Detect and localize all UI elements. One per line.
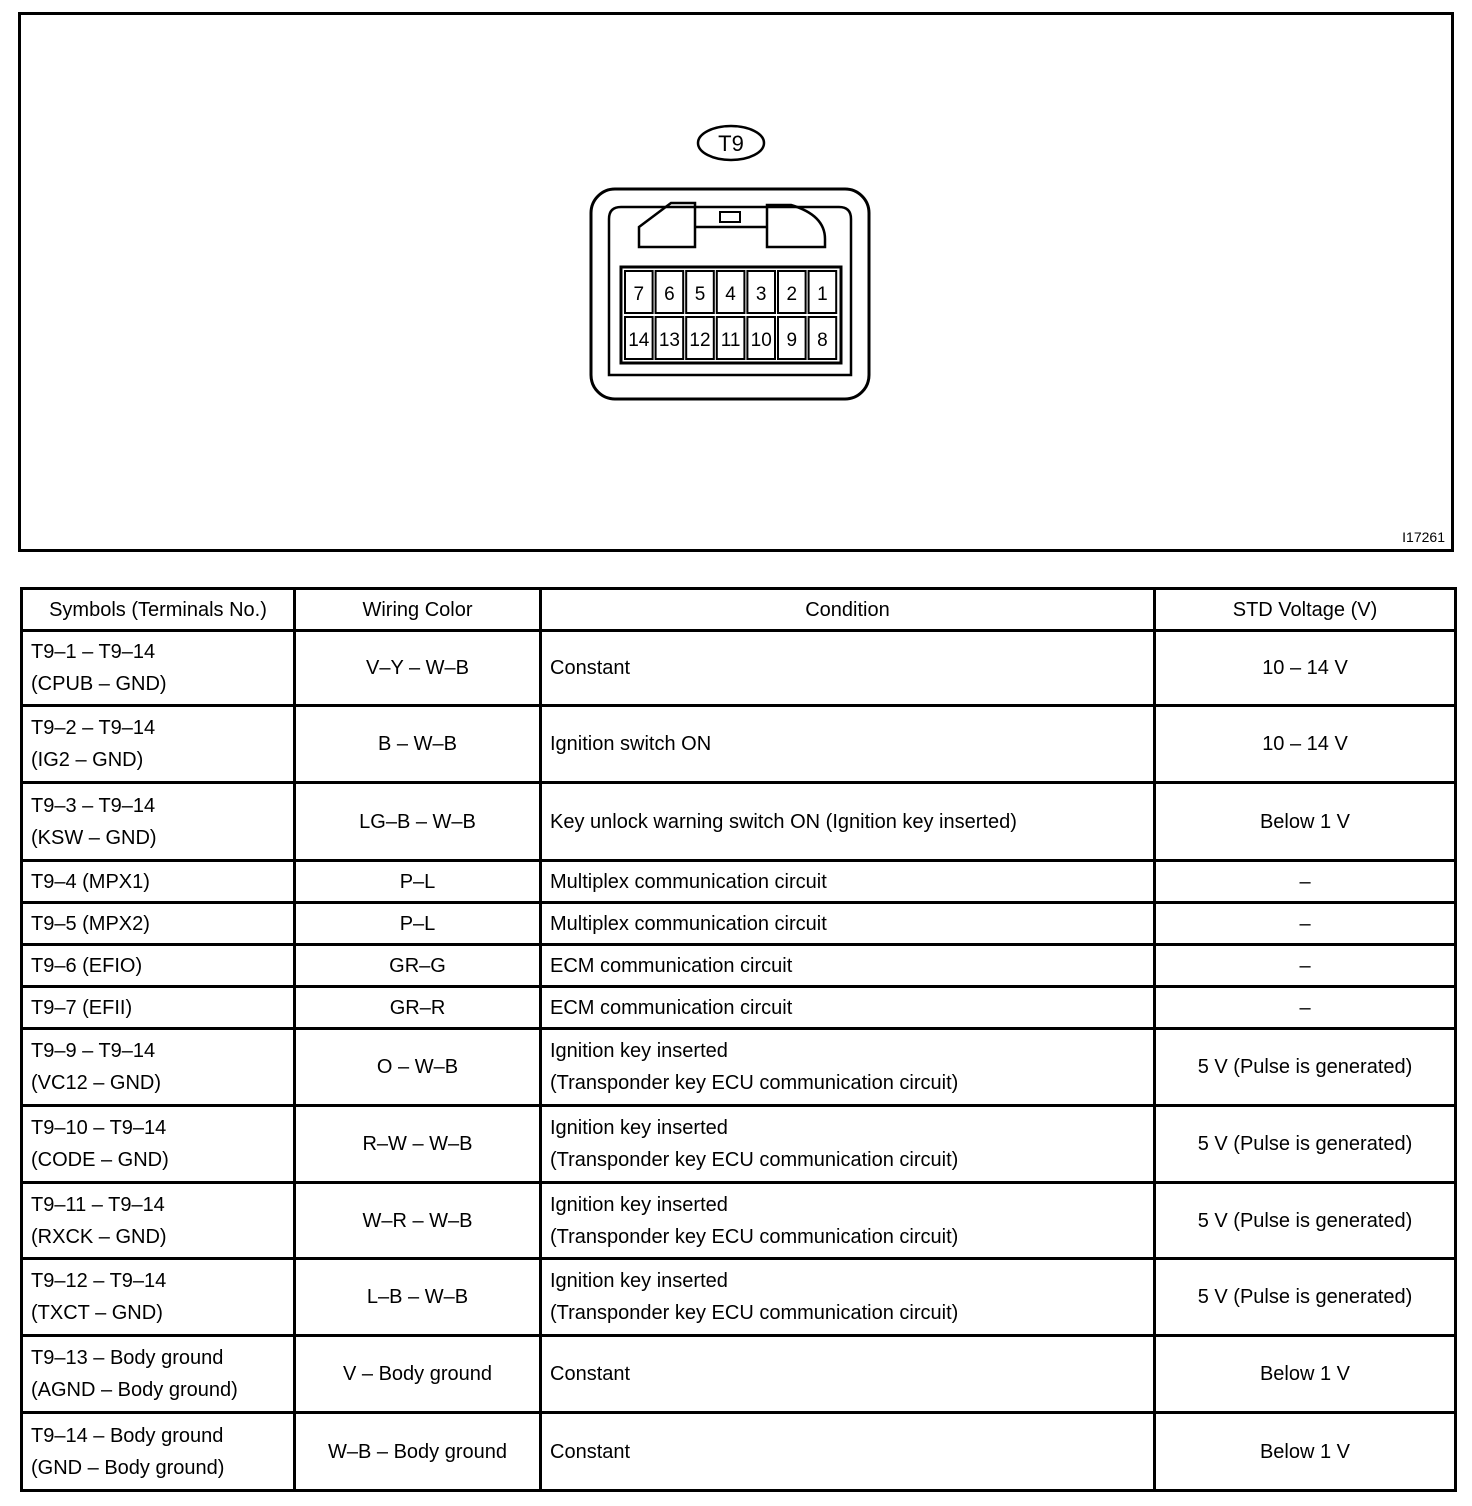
cell-text-line: (Transponder key ECU communication circuit) — [550, 1149, 959, 1171]
cell-text-line: T9–5 (MPX2) — [31, 912, 150, 935]
pin-number: 5 — [694, 284, 706, 305]
cell-symbol — [22, 1183, 295, 1259]
cell-condition — [541, 861, 1155, 903]
cell-text-line: Key unlock warning switch ON (Ignition key inserted) — [550, 810, 1017, 833]
cell-text-line: T9–9 – T9–14 — [31, 1040, 156, 1062]
connector-latch-left — [639, 203, 695, 247]
pin-number: 9 — [786, 330, 798, 351]
cell-symbol — [22, 706, 295, 783]
cell-text-line: (GND – Body ground) — [31, 1456, 225, 1479]
cell-text-line: ECM communication circuit — [550, 996, 793, 1019]
cell-text-line: T9–10 – T9–14 — [31, 1117, 167, 1139]
cell-text-line: T9–6 (EFIO) — [31, 954, 143, 977]
table-row — [22, 903, 1456, 945]
table-header-row — [22, 589, 1456, 631]
cell-text-line: (Transponder key ECU communication circuit) — [550, 1225, 959, 1248]
cell-symbol — [22, 987, 295, 1029]
cell-text-line: T9–12 – T9–14 — [31, 1270, 167, 1292]
cell-std-voltage: – — [1155, 945, 1456, 987]
pin-number: 3 — [755, 284, 767, 305]
pin-number: 14 — [628, 330, 650, 351]
cell-text-line: T9–13 – Body ground — [31, 1347, 224, 1369]
cell-text-line: (CODE – GND) — [31, 1149, 169, 1171]
table-row — [22, 631, 1456, 706]
cell-wiring-color: V–Y – W–B — [295, 631, 541, 706]
pin-number: 6 — [664, 284, 675, 305]
cell-symbol — [22, 861, 295, 903]
cell-symbol — [22, 631, 295, 706]
table-row — [22, 1413, 1456, 1491]
cell-std-voltage: Below 1 V — [1155, 783, 1456, 861]
terminal-voltage-table — [20, 587, 1457, 1492]
cell-condition — [541, 1183, 1155, 1259]
cell-wiring-color: GR–R — [295, 987, 541, 1029]
table-row — [22, 706, 1456, 783]
cell-text-line: (KSW – GND) — [31, 826, 157, 849]
cell-std-voltage: – — [1155, 987, 1456, 1029]
cell-condition — [541, 945, 1155, 987]
cell-symbol — [22, 1029, 295, 1106]
cell-text-line: (TXCT – GND) — [31, 1302, 163, 1324]
cell-wiring-color: O – W–B — [295, 1029, 541, 1106]
table-row — [22, 1183, 1456, 1259]
cell-wiring-color: LG–B – W–B — [295, 783, 541, 861]
connector-label: T9 — [718, 131, 744, 156]
cell-condition — [541, 1029, 1155, 1106]
cell-text-line: T9–2 – T9–14 — [31, 717, 156, 739]
cell-symbol — [22, 1259, 295, 1336]
pin-number: 2 — [786, 284, 798, 305]
header-std-voltage: STD Voltage (V) — [1155, 589, 1456, 631]
cell-std-voltage: 5 V (Pulse is generated) — [1155, 1259, 1456, 1336]
cell-text-line: Ignition key inserted — [550, 1193, 728, 1216]
table-row — [22, 783, 1456, 861]
cell-text-line: Constant — [550, 1440, 631, 1463]
cell-std-voltage: – — [1155, 903, 1456, 945]
table-row — [22, 1029, 1456, 1106]
cell-text-line: Constant — [550, 657, 631, 679]
pin-number: 8 — [817, 330, 828, 351]
cell-text-line: Multiplex communication circuit — [550, 870, 827, 893]
cell-condition — [541, 1259, 1155, 1336]
cell-wiring-color: P–L — [295, 861, 541, 903]
cell-std-voltage: Below 1 V — [1155, 1336, 1456, 1413]
cell-std-voltage: – — [1155, 861, 1456, 903]
cell-wiring-color: P–L — [295, 903, 541, 945]
cell-text-line: Ignition key inserted — [550, 1040, 728, 1062]
cell-text-line: T9–1 – T9–14 — [31, 641, 156, 663]
cell-symbol — [22, 903, 295, 945]
cell-symbol — [22, 1413, 295, 1491]
cell-wiring-color: B – W–B — [295, 706, 541, 783]
cell-condition — [541, 783, 1155, 861]
connector-key-notch — [720, 212, 740, 222]
cell-condition — [541, 903, 1155, 945]
cell-std-voltage: 10 – 14 V — [1155, 631, 1456, 706]
cell-text-line: (Transponder key ECU communication circuit) — [550, 1302, 959, 1324]
cell-text-line: Multiplex communication circuit — [550, 912, 827, 935]
cell-std-voltage: 5 V (Pulse is generated) — [1155, 1106, 1456, 1183]
cell-condition — [541, 1413, 1155, 1491]
figure-id: I17261 — [1402, 529, 1445, 545]
cell-symbol — [22, 1106, 295, 1183]
cell-text-line: T9–11 – T9–14 — [31, 1193, 165, 1216]
cell-text-line: ECM communication circuit — [550, 954, 793, 977]
pin-number: 12 — [689, 330, 711, 351]
cell-condition — [541, 1336, 1155, 1413]
cell-condition — [541, 1106, 1155, 1183]
table-row — [22, 1336, 1456, 1413]
cell-wiring-color: GR–G — [295, 945, 541, 987]
cell-symbol — [22, 945, 295, 987]
cell-text-line: Ignition switch ON — [550, 733, 712, 755]
cell-text-line: Ignition key inserted — [550, 1270, 728, 1292]
cell-symbol — [22, 783, 295, 861]
pin-number: 1 — [817, 284, 828, 305]
cell-wiring-color: V – Body ground — [295, 1336, 541, 1413]
table-row — [22, 987, 1456, 1029]
cell-text-line: (Transponder key ECU communication circuit) — [550, 1072, 959, 1094]
cell-std-voltage: 5 V (Pulse is generated) — [1155, 1029, 1456, 1106]
table-row — [22, 945, 1456, 987]
cell-condition — [541, 631, 1155, 706]
connector-diagram-panel — [18, 12, 1454, 552]
cell-text-line: (VC12 – GND) — [31, 1072, 162, 1094]
cell-text-line: (IG2 – GND) — [31, 749, 144, 771]
cell-text-line: (RXCK – GND) — [31, 1225, 167, 1248]
header-condition: Condition — [541, 589, 1155, 631]
pin-number: 4 — [725, 284, 736, 305]
cell-wiring-color: W–R – W–B — [295, 1183, 541, 1259]
cell-std-voltage: 5 V (Pulse is generated) — [1155, 1183, 1456, 1259]
cell-condition — [541, 987, 1155, 1029]
cell-text-line: (AGND – Body ground) — [31, 1379, 238, 1401]
cell-text-line: T9–14 – Body ground — [31, 1424, 224, 1447]
cell-text-line: Constant — [550, 1363, 631, 1385]
cell-wiring-color: L–B – W–B — [295, 1259, 541, 1336]
cell-text-line: T9–4 (MPX1) — [31, 870, 150, 893]
cell-condition — [541, 706, 1155, 783]
cell-wiring-color: W–B – Body ground — [295, 1413, 541, 1491]
header-wiring-color: Wiring Color — [295, 589, 541, 631]
pin-number: 13 — [658, 330, 680, 351]
cell-text-line: T9–7 (EFII) — [31, 996, 133, 1019]
cell-text-line: (CPUB – GND) — [31, 673, 167, 695]
cell-text-line: Ignition key inserted — [550, 1117, 728, 1139]
table-row — [22, 1106, 1456, 1183]
cell-std-voltage: Below 1 V — [1155, 1413, 1456, 1491]
connector-latch-right — [767, 205, 825, 247]
pin-number: 10 — [750, 330, 772, 351]
header-symbols: Symbols (Terminals No.) — [22, 589, 295, 631]
cell-std-voltage: 10 – 14 V — [1155, 706, 1456, 783]
cell-text-line: T9–3 – T9–14 — [31, 794, 156, 817]
connector-pin-cells — [625, 271, 836, 359]
table-row — [22, 861, 1456, 903]
table-row — [22, 1259, 1456, 1336]
cell-wiring-color: R–W – W–B — [295, 1106, 541, 1183]
pin-number: 7 — [633, 284, 645, 305]
cell-symbol — [22, 1336, 295, 1413]
connector-t9-drawing — [21, 15, 1451, 549]
pin-number: 11 — [720, 330, 741, 351]
